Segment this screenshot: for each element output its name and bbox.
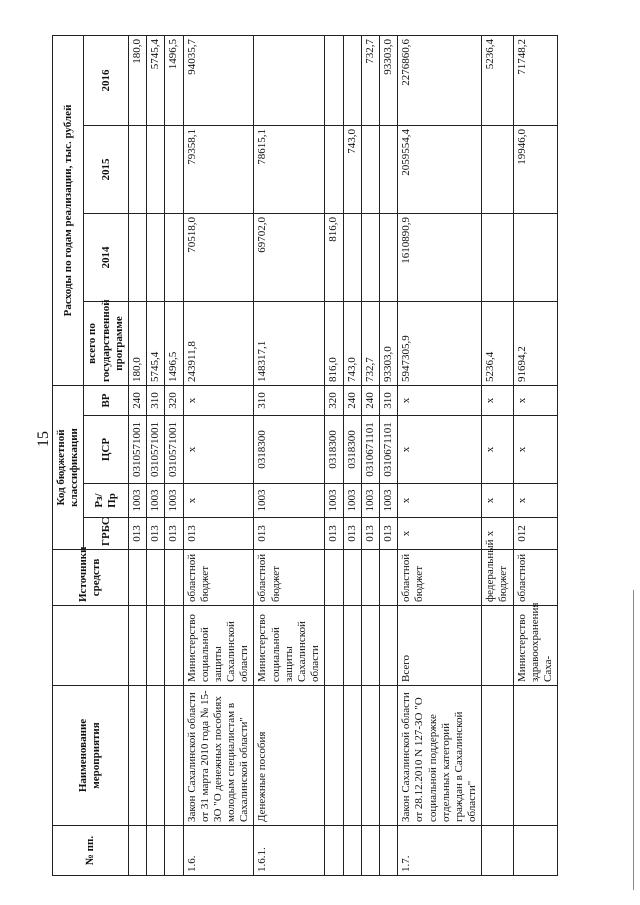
cell-source: областной <box>513 550 558 606</box>
cell-vr: 240 <box>128 386 146 416</box>
cell-source <box>379 550 397 606</box>
cell-executor <box>379 606 397 686</box>
cell-2016 <box>254 35 325 125</box>
cell-total: 1496,5 <box>165 302 183 386</box>
cell-num <box>361 826 379 876</box>
cell-csr: х <box>482 416 513 484</box>
cell-num <box>482 826 513 876</box>
cell-2016: 5236,4 <box>482 35 513 125</box>
cell-source: областной бюджет <box>254 550 325 606</box>
cell-num <box>165 826 183 876</box>
cell-vr: х <box>513 386 558 416</box>
cell-total: 5745,4 <box>147 302 165 386</box>
cell-source: областной бюджет <box>398 550 482 606</box>
cell-num <box>379 826 397 876</box>
cell-num: 1.7. <box>398 826 482 876</box>
cell-vr: 310 <box>254 386 325 416</box>
cell-2015 <box>482 126 513 214</box>
cell-csr: х <box>513 416 558 484</box>
cell-executor <box>325 606 343 686</box>
cell-rzpr: х <box>482 484 513 518</box>
header-2015: 2015 <box>84 126 129 214</box>
cell-csr: 0318300 <box>343 416 361 484</box>
cell-source <box>165 550 183 606</box>
cell-source <box>343 550 361 606</box>
cell-name <box>513 686 558 826</box>
cell-num <box>325 826 343 876</box>
cell-executor <box>482 606 513 686</box>
cell-vr: 310 <box>379 386 397 416</box>
cell-2015 <box>361 126 379 214</box>
cell-grbs: 013 <box>343 518 361 550</box>
cell-rzpr: х <box>513 484 558 518</box>
header-row-1 <box>53 35 84 875</box>
cell-source <box>147 550 165 606</box>
cell-grbs: 013 <box>379 518 397 550</box>
cell-source: федеральный бюджет <box>482 550 513 606</box>
cell-2015 <box>325 126 343 214</box>
cell-2015: 79358,1 <box>183 126 254 214</box>
cell-total: 180,0 <box>128 302 146 386</box>
cell-grbs: 013 <box>147 518 165 550</box>
table-row <box>379 35 397 875</box>
cell-grbs: х <box>398 518 482 550</box>
cell-2015 <box>379 126 397 214</box>
cell-total: 816,0 <box>325 302 343 386</box>
cell-executor <box>361 606 379 686</box>
cell-source <box>361 550 379 606</box>
table-row <box>128 35 146 875</box>
table-row <box>482 35 513 875</box>
cell-2015: 19946,0 <box>513 126 558 214</box>
cell-total: 93303,0 <box>379 302 397 386</box>
budget-table <box>52 35 558 876</box>
cell-rzpr: х <box>183 484 254 518</box>
cell-executor <box>147 606 165 686</box>
cell-total: 5236,4 <box>482 302 513 386</box>
cell-total: 243911,8 <box>183 302 254 386</box>
table-row <box>147 35 165 875</box>
cell-csr: 0310571001 <box>165 416 183 484</box>
cell-rzpr: 1003 <box>128 484 146 518</box>
table-row <box>361 35 379 875</box>
cell-2014: 816,0 <box>325 214 343 302</box>
cell-num <box>128 826 146 876</box>
cell-2015: 78615,1 <box>254 126 325 214</box>
cell-grbs: 013 <box>254 518 325 550</box>
cell-grbs: 013 <box>183 518 254 550</box>
header-source: Источники средств <box>53 550 129 606</box>
cell-executor: Министерство социальной защиты Сахалинской области <box>183 606 254 686</box>
cell-total: 743,0 <box>343 302 361 386</box>
cell-2014: 1610890,9 <box>398 214 482 302</box>
rotated-page <box>52 36 622 876</box>
cell-2016: 180,0 <box>128 35 146 125</box>
cell-2016: 93303,0 <box>379 35 397 125</box>
cell-rzpr: 1003 <box>254 484 325 518</box>
cell-grbs: 013 <box>165 518 183 550</box>
cell-csr: х <box>183 416 254 484</box>
cell-csr: 0310571001 <box>128 416 146 484</box>
cell-rzpr: х <box>398 484 482 518</box>
cell-executor: Всего <box>398 606 482 686</box>
cell-total: 732,7 <box>361 302 379 386</box>
cell-source: областной бюджет <box>183 550 254 606</box>
cell-rzpr: 1003 <box>343 484 361 518</box>
cell-rzpr: 1003 <box>165 484 183 518</box>
cell-csr: 0310671101 <box>361 416 379 484</box>
cell-csr: 0310571001 <box>147 416 165 484</box>
cell-name: Закон Сахалинской области от 28.12.2010 N 127-ЗО "О социальной поддержке отдельных категорий граждан в Сахалинской области" <box>398 686 482 826</box>
cell-num: 1.6. <box>183 826 254 876</box>
cell-total: 5947305,9 <box>398 302 482 386</box>
page-number: 15 <box>35 431 52 447</box>
cell-2014 <box>343 214 361 302</box>
cell-2016: 2276860,6 <box>398 35 482 125</box>
cell-name <box>361 686 379 826</box>
cell-name: Закон Сахалинской области от 31 марта 2010 года № 15-ЗО "О денежных пособиях молодым специалистам в Сахалинской области" <box>183 686 254 826</box>
table-row <box>183 35 254 875</box>
cell-2015 <box>128 126 146 214</box>
cell-2014 <box>361 214 379 302</box>
cell-rzpr: 1003 <box>379 484 397 518</box>
cell-csr: х <box>398 416 482 484</box>
cell-source <box>325 550 343 606</box>
cell-name <box>379 686 397 826</box>
cell-executor <box>128 606 146 686</box>
cell-executor: Министерство здравоохранения Саха- <box>513 606 558 686</box>
cell-2015: 2059554,4 <box>398 126 482 214</box>
cell-vr: 240 <box>361 386 379 416</box>
cell-executor <box>343 606 361 686</box>
cell-2015 <box>165 126 183 214</box>
cell-total: 148317,1 <box>254 302 325 386</box>
cell-2014 <box>513 214 558 302</box>
cell-csr: 0310671101 <box>379 416 397 484</box>
cell-vr: 320 <box>165 386 183 416</box>
cell-num <box>147 826 165 876</box>
header-grbs: ГРБС <box>84 518 129 550</box>
cell-source <box>128 550 146 606</box>
cell-name <box>165 686 183 826</box>
cell-name <box>482 686 513 826</box>
cell-name <box>325 686 343 826</box>
cell-csr: 0318300 <box>254 416 325 484</box>
cell-2016: 732,7 <box>361 35 379 125</box>
cell-vr: 320 <box>325 386 343 416</box>
cell-grbs: х <box>482 518 513 550</box>
header-2014: 2014 <box>84 214 129 302</box>
cell-vr: х <box>482 386 513 416</box>
cell-grbs: 013 <box>325 518 343 550</box>
cell-vr: х <box>398 386 482 416</box>
cell-2016: 94035,7 <box>183 35 254 125</box>
cell-grbs: 012 <box>513 518 558 550</box>
header-vr: ВР <box>84 386 129 416</box>
cell-vr: 310 <box>147 386 165 416</box>
cell-num <box>513 826 558 876</box>
cell-name <box>128 686 146 826</box>
header-csr: ЦСР <box>84 416 129 484</box>
cell-2014 <box>165 214 183 302</box>
table-row <box>398 35 482 875</box>
header-total: всего по государственной программе <box>84 302 129 386</box>
cell-executor <box>165 606 183 686</box>
cell-2016 <box>343 35 361 125</box>
cell-2014 <box>128 214 146 302</box>
cell-2014: 70518,0 <box>183 214 254 302</box>
table-row <box>165 35 183 875</box>
cell-name <box>343 686 361 826</box>
cell-2014 <box>147 214 165 302</box>
header-name: Наименование мероприятия <box>53 686 129 826</box>
cell-rzpr: 1003 <box>147 484 165 518</box>
table-row <box>343 35 361 875</box>
cell-2016: 5745,4 <box>147 35 165 125</box>
header-expenses: Расходы по годам реализации, тыс. рублей <box>53 35 84 385</box>
table-row <box>325 35 343 875</box>
table-row <box>254 35 325 875</box>
cell-2015: 743,0 <box>343 126 361 214</box>
cell-2014 <box>482 214 513 302</box>
scan-edge-line <box>633 590 634 890</box>
cell-vr: 240 <box>343 386 361 416</box>
cell-2014: 69702,0 <box>254 214 325 302</box>
cell-grbs: 013 <box>361 518 379 550</box>
header-rzpr: Рз/Пр <box>84 484 129 518</box>
cell-rzpr: 1003 <box>325 484 343 518</box>
cell-csr: 0318300 <box>325 416 343 484</box>
cell-num: 1.6.1. <box>254 826 325 876</box>
cell-2015 <box>147 126 165 214</box>
header-2016: 2016 <box>84 35 129 125</box>
cell-executor: Министерство социальной защиты Сахалинской области <box>254 606 325 686</box>
cell-rzpr: 1003 <box>361 484 379 518</box>
header-budget-code: Код бюджетной классификации <box>53 386 84 550</box>
table-row <box>513 35 558 875</box>
cell-name <box>147 686 165 826</box>
cell-vr: х <box>183 386 254 416</box>
header-executor <box>53 606 129 686</box>
cell-num <box>343 826 361 876</box>
header-num: № пп. <box>53 826 129 876</box>
cell-2016: 1496,5 <box>165 35 183 125</box>
cell-2016: 71748,2 <box>513 35 558 125</box>
cell-2016 <box>325 35 343 125</box>
cell-total: 91694,2 <box>513 302 558 386</box>
cell-2014 <box>379 214 397 302</box>
cell-name: Денежные пособия <box>254 686 325 826</box>
cell-grbs: 013 <box>128 518 146 550</box>
